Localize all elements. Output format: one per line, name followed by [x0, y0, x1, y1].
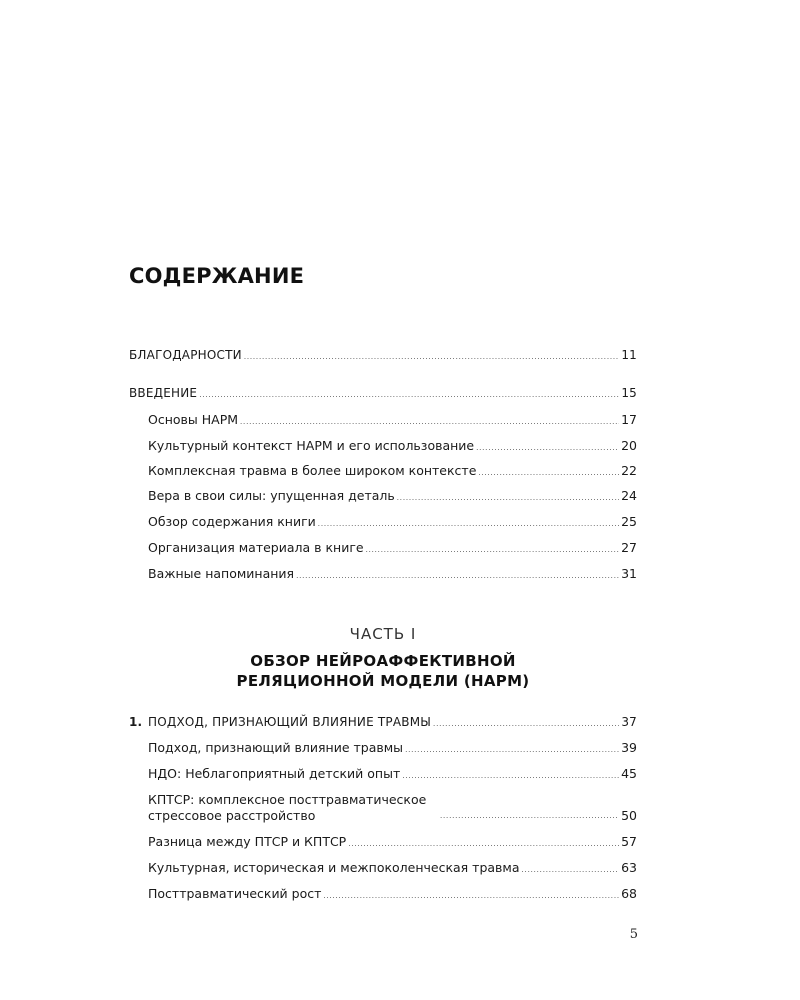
dot-leader [199, 387, 619, 403]
toc-page-number: 27 [621, 540, 637, 555]
toc-page-number: 15 [621, 386, 637, 400]
toc-entry-narm-basics[interactable] [148, 412, 637, 428]
toc-page-number: 39 [621, 740, 637, 755]
toc-entry-text: Вера в свои силы: упущенная деталь [148, 488, 395, 503]
toc-entry-cultural-context[interactable] [148, 438, 637, 454]
page-title: СОДЕРЖАНИЕ [129, 264, 305, 288]
toc-entry-text: Разница между ПТСР и КПТСР [148, 834, 347, 849]
toc-page-number: 22 [621, 463, 637, 478]
toc-entry-acknowledgements[interactable] [129, 347, 637, 363]
toc-entry-cptsd[interactable] [148, 790, 637, 824]
toc-page-number: 63 [621, 860, 637, 875]
toc-entry-complex-trauma[interactable] [148, 463, 637, 479]
toc-page-number: 45 [621, 766, 637, 781]
toc-page-number: 24 [621, 488, 637, 503]
toc-entry-text: Обзор содержания книги [148, 514, 316, 529]
dot-leader [348, 836, 619, 852]
dot-leader [440, 808, 619, 824]
chapter-number: 1. [129, 715, 143, 729]
dot-leader [240, 414, 619, 430]
toc-page-number: 25 [621, 514, 637, 529]
toc-page-number: 11 [621, 348, 637, 362]
toc-entry-aces[interactable] [148, 766, 637, 782]
toc-entry-text: Организация материала в книге [148, 540, 364, 555]
toc-entry-important-reminders[interactable] [148, 566, 637, 582]
toc-page-number: 57 [621, 834, 637, 849]
toc-chapter-1[interactable] [129, 714, 637, 730]
toc-entry-text: НДО: Неблагоприятный детский опыт [148, 766, 401, 781]
toc-entry-post-traumatic-growth[interactable] [148, 886, 637, 902]
toc-entry-text: Культурный контекст НАРМ и его использование [148, 438, 475, 453]
dot-leader [405, 742, 619, 758]
dot-leader [476, 440, 619, 456]
toc-entry-self-belief[interactable] [148, 488, 637, 504]
toc-entry-text: Основы НАРМ [148, 412, 239, 427]
toc-page-number: 37 [621, 715, 637, 729]
part-label: ЧАСТЬ I [349, 625, 417, 643]
toc-page-number: 17 [621, 412, 637, 427]
toc-page-number: 20 [621, 438, 637, 453]
page-number: 5 [629, 927, 638, 942]
toc-entry-trauma-informed[interactable] [148, 740, 637, 756]
toc-entry-introduction[interactable] [129, 385, 637, 401]
toc-page-number: 68 [621, 886, 637, 901]
dot-leader [318, 516, 619, 532]
dot-leader [402, 768, 619, 784]
toc-page-number: 50 [621, 808, 637, 823]
dot-leader [244, 349, 620, 365]
toc-entry-book-overview[interactable] [148, 514, 637, 530]
part-title-line: РЕЛЯЦИОННОЙ МОДЕЛИ (НАРМ) [236, 672, 530, 690]
dot-leader [397, 490, 619, 506]
toc-entry-text: ПОДХОД, ПРИЗНАЮЩИЙ ВЛИЯНИЕ ТРАВМЫ [148, 715, 432, 729]
toc-entry-material-organization[interactable] [148, 540, 637, 556]
toc-entry-text: Посттравматический рост [148, 886, 322, 901]
toc-entry-text: БЛАГОДАРНОСТИ [129, 348, 242, 362]
toc-entry-text: Подход, признающий влияние травмы [148, 740, 404, 755]
toc-entry-text: КПТСР: комплексное посттравматическое стрессовое расстройство [148, 792, 427, 823]
toc-entry-text: Комплексная травма в более широком контексте [148, 463, 477, 478]
toc-entry-text: Культурная, историческая и межпоколенческая травма [148, 860, 520, 875]
toc-page-number: 31 [621, 566, 637, 581]
toc-entry-ptsd-vs-cptsd[interactable] [148, 834, 637, 850]
part-title [129, 651, 637, 691]
dot-leader [433, 716, 619, 732]
dot-leader [296, 568, 619, 584]
toc-entry-text: ВВЕДЕНИЕ [129, 386, 198, 400]
dot-leader [522, 862, 620, 878]
dot-leader [323, 888, 619, 904]
toc-entry-cultural-trauma[interactable] [148, 860, 637, 876]
dot-leader [478, 465, 619, 481]
toc-entry-text: Важные напоминания [148, 566, 295, 581]
part-title-line: ОБЗОР НЕЙРОАФФЕКТИВНОЙ [250, 652, 516, 670]
dot-leader [366, 542, 620, 558]
